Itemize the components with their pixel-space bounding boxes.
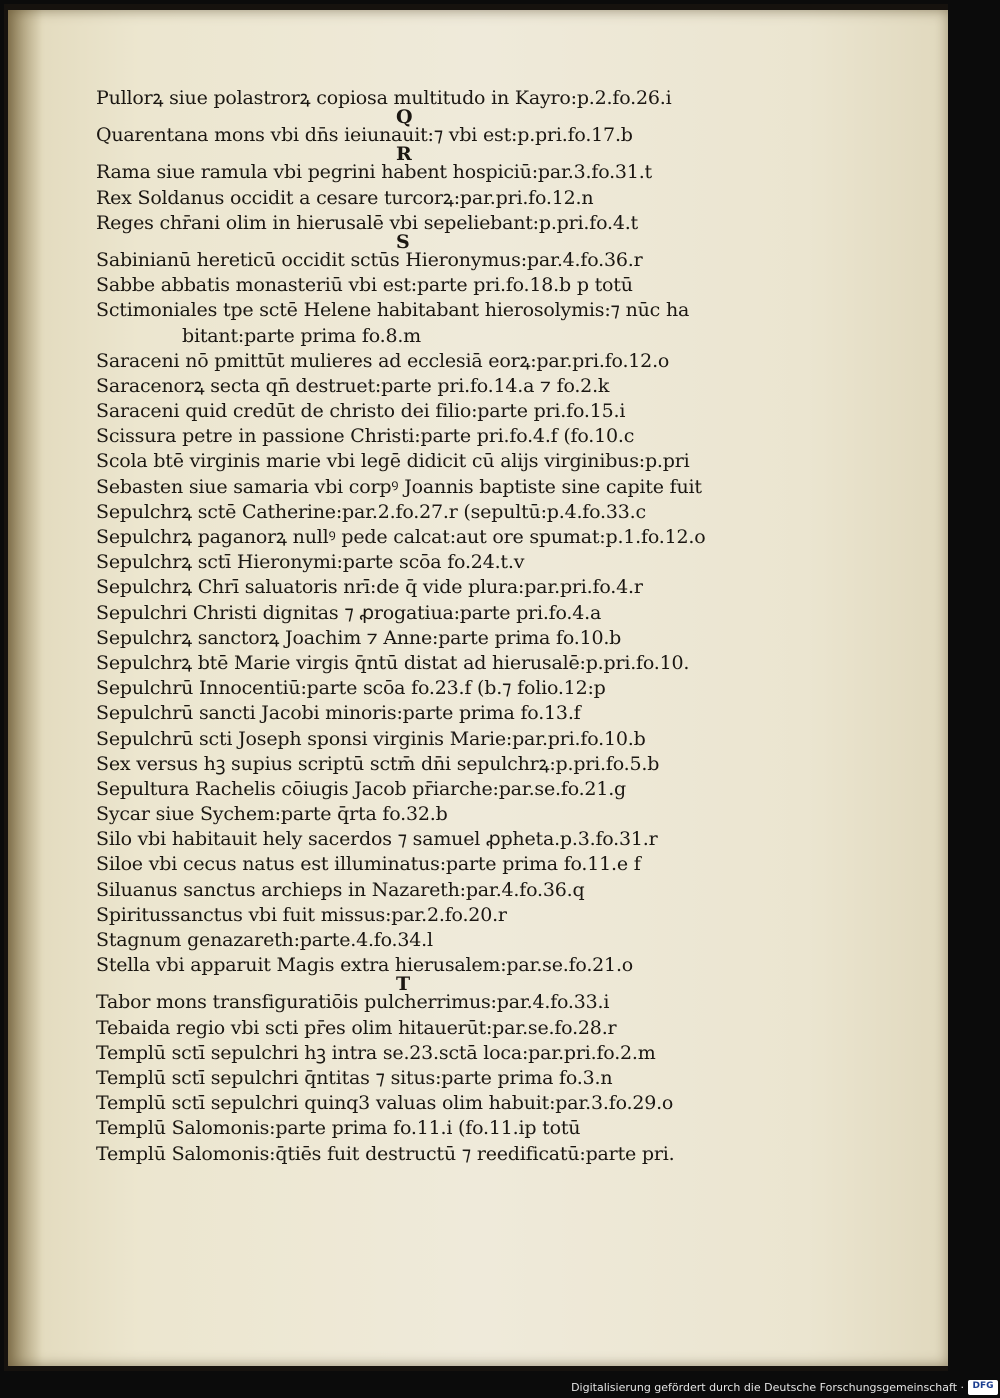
section-letter: Q — [396, 106, 413, 129]
index-entry: Templū sctī sepulchri q̄ntitas ⁊ situs:parte prima fo.3.n — [96, 1066, 613, 1089]
section-letter: S — [396, 230, 410, 253]
index-entry: Rama siue ramula vbi pegrini habent hospiciū:par.3.fo.31.t — [96, 161, 652, 184]
index-entry: Templū sctī sepulchri hꝫ intra se.23.sctā loca:par.pri.fo.2.m — [96, 1041, 656, 1064]
index-entry: Sepulchrū sancti Jacobi minoris:parte prima fo.13.f — [96, 702, 581, 725]
dfg-logo — [968, 1380, 998, 1395]
index-entry: Templū Salomonis:parte prima fo.11.i (fo.11.ip totū — [96, 1117, 581, 1140]
index-entry: Templū sctī sepulchri quinq3 valuas olim habuit:par.3.fo.29.o — [96, 1092, 674, 1115]
index-entry: Sepulchrꝝ sanctorꝝ Joachim ⁊ Anne:parte prima fo.10.b — [96, 626, 622, 649]
index-entry: Sepulchrꝝ btē Marie virgis q̄ntū distat ad hierusalē:p.pri.fo.10. — [96, 651, 690, 674]
index-entry: Sepulchrū Innocentiū:parte scōa fo.23.f (b.⁊ folio.12:p — [96, 677, 606, 700]
index-entry-continuation: bitant:parte prima fo.8.m — [182, 324, 421, 347]
index-entry: Saracenorꝝ secta qn̄ destruet:parte pri.fo.14.a ⁊ fo.2.k — [96, 374, 610, 397]
index-entry: Stella vbi apparuit Magis extra hierusalem:par.se.fo.21.o — [96, 954, 634, 977]
index-entry: Saraceni nō pmittūt mulieres ad ecclesiā eorꝝ:par.pri.fo.12.o — [96, 349, 670, 372]
book-page — [8, 10, 948, 1366]
index-entry: Sepultura Rachelis cōiugis Jacob pr̄iarche:par.se.fo.21.g — [96, 777, 627, 800]
page-gutter-shadow — [8, 10, 42, 1366]
index-entry: Saraceni quid credūt de christo dei filio:parte pri.fo.15.i — [96, 400, 626, 423]
index-entry: Sabinianū hereticū occidit sctūs Hieronymus:par.4.fo.36.r — [96, 248, 643, 271]
index-entry: Scola btē virginis marie vbi legē didicit cū alijs virginibus:p.pri — [96, 450, 690, 473]
funding-credit: Digitalisierung gefördert durch die Deutsche Forschungsgemeinschaft · — [571, 1381, 964, 1394]
index-entry: Silo vbi habitauit hely sacerdos ⁊ samuel ꝓpheta.p.3.fo.31.r — [96, 828, 658, 851]
index-entry: Sebasten siue samaria vbi corpꝰ Joannis baptiste sine capite fuit — [96, 475, 702, 498]
index-entry: Sycar siue Sychem:parte q̄rta fo.32.b — [96, 803, 448, 826]
index-entry: Sepulchrū scti Joseph sponsi virginis Marie:par.pri.fo.10.b — [96, 727, 646, 750]
index-entry: Rex Soldanus occidit a cesare turcorꝝ:par.pri.fo.12.n — [96, 186, 594, 209]
index-entry: Sctimoniales tpe sctē Helene habitabant hierosolymis:⁊ nūc ha — [96, 299, 690, 322]
index-entry: Spiritussanctus vbi fuit missus:par.2.fo.20.r — [96, 903, 507, 926]
index-entry: Tebaida regio vbi scti pr̄es olim hitauerūt:par.se.fo.28.r — [96, 1016, 617, 1039]
index-entry: Pullorꝝ siue polastrorꝝ copiosa multitudo in Kayro:p.2.fo.26.i — [96, 87, 672, 109]
index-entry: Siluanus sanctus archieps in Nazareth:par.4.fo.36.q — [96, 878, 585, 901]
index-text-block — [96, 86, 776, 1167]
index-entry: Sabbe abbatis monasteriū vbi est:parte pri.fo.18.b p totū — [96, 274, 633, 297]
index-entry: Siloe vbi cecus natus est illuminatus:parte prima fo.11.e f — [96, 853, 641, 876]
index-entry: Stagnum genazareth:parte.4.fo.34.l — [96, 929, 433, 951]
index-entry: Scissura petre in passione Christi:parte pri.fo.4.f (fo.10.c — [96, 425, 635, 448]
index-entry: Reges chr̄ani olim in hierusalē vbi sepeliebant:p.pri.fo.4.t — [96, 211, 638, 234]
index-entry: Sepulchrꝝ paganorꝝ nullꝰ pede calcat:aut ore spumat:p.1.fo.12.o — [96, 526, 706, 548]
dfg-logo-text: DFG — [972, 1381, 994, 1391]
index-entry: Tabor mons transfiguratiōis pulcherrimus:par.4.fo.33.i — [96, 991, 610, 1014]
index-entry: Templū Salomonis:q̄tiēs fuit destructū ⁊ reedificatū:parte pri. — [96, 1142, 675, 1165]
section-letter: R — [396, 143, 412, 166]
index-entry: Sepulchri Christi dignitas ⁊ ꝓrogatiua:parte pri.fo.4.a — [96, 601, 602, 624]
index-entry: Sepulchrꝝ sctē Catherine:par.2.fo.27.r (sepultū:p.4.fo.33.c — [96, 500, 646, 523]
footer-bar — [0, 1379, 1000, 1398]
index-entry: Quarentana mons vbi dn̄s ieiunauit:⁊ vbi est:p.pri.fo.17.b — [96, 124, 633, 147]
index-entry: Sex versus hꝫ supius scriptū sctm̄ dn̄i sepulchrꝝ:p.pri.fo.5.b — [96, 752, 660, 775]
index-entry: Sepulchrꝝ Chrī saluatoris nrī:de q̄ vide plura:par.pri.fo.4.r — [96, 576, 643, 599]
section-letter: T — [396, 973, 411, 996]
index-entry: Sepulchrꝝ sctī Hieronymi:parte scōa fo.24.t.v — [96, 551, 525, 574]
